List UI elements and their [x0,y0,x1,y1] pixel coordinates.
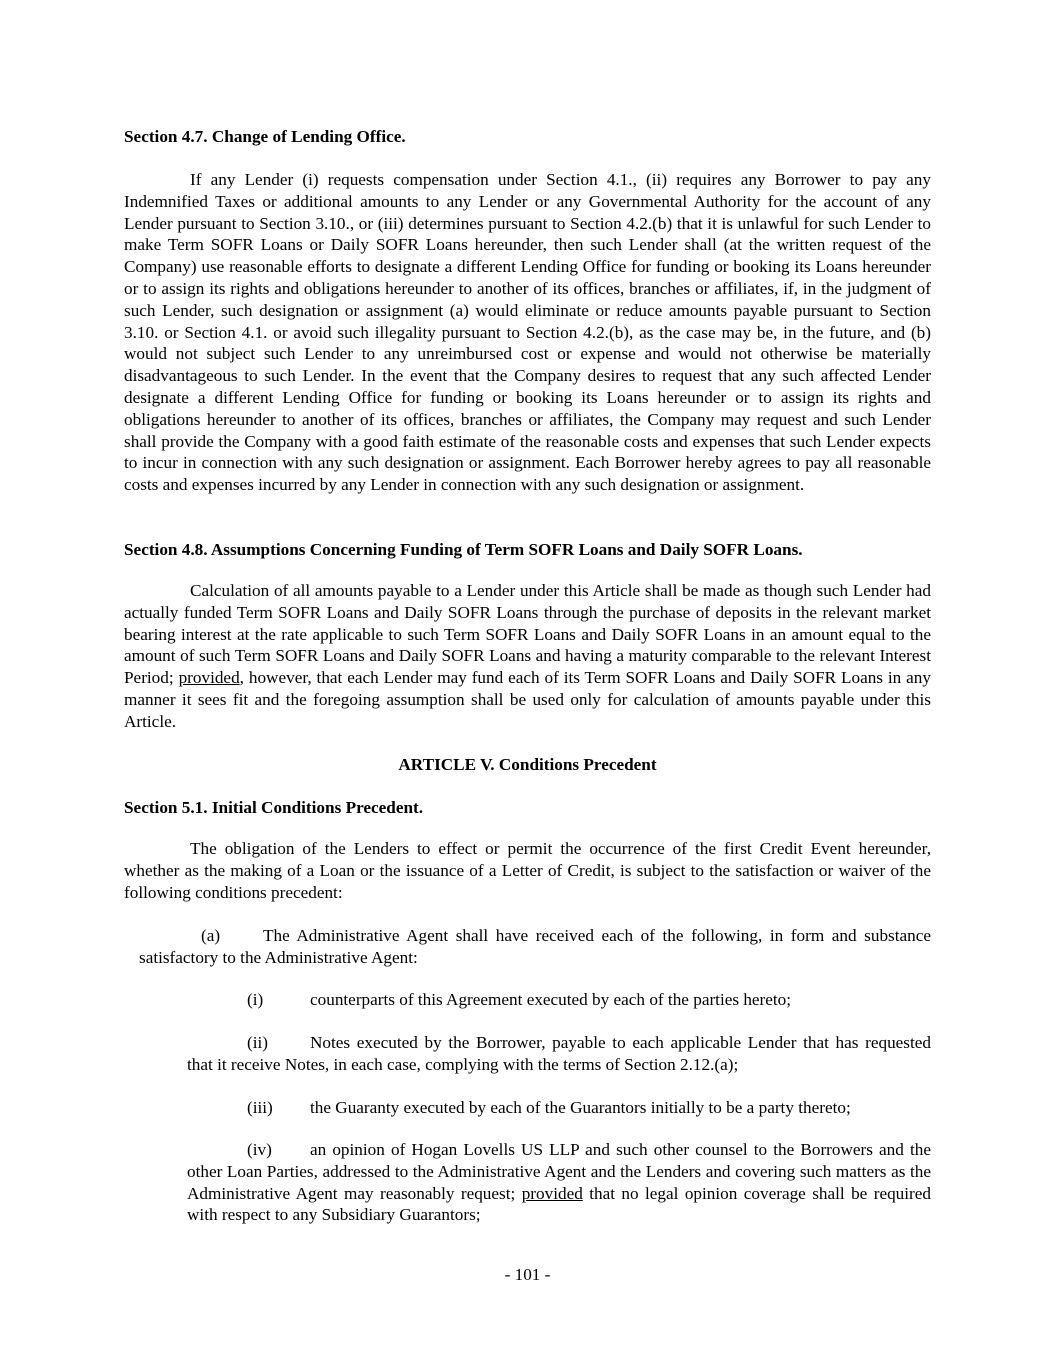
section-4-8-heading: Section 4.8. Assumptions Concerning Funding of Term SOFR Loans and Daily SOFR Loans. [124,540,803,559]
clause-iv-label: (iv) [247,1140,272,1159]
clause-i-label: (i) [247,990,264,1009]
clause-iii-text: the Guaranty executed by each of the Guarantors initially to be a party thereto; [310,1098,851,1117]
section-5-1-heading: Section 5.1. Initial Conditions Precedent. [124,798,424,817]
section-4-8-paragraph [124,580,931,733]
section-4-8-text-after: , however, that each Lender may fund each of its Term SOFR Loans and Daily SOFR Loans in any manner it sees fit and the foregoing assumption shall be used only for calculation of amounts payable under this Article. [124,668,931,731]
clause-i-text: counterparts of this Agreement executed by each of the parties hereto; [310,990,792,1009]
clause-iv-text-after: that no legal opinion coverage shall be required with respect to any Subsidiary Guarantors; [187,1183,931,1225]
provided-term: provided [521,1183,583,1203]
article-5-title: ARTICLE V. Conditions Precedent [398,755,657,774]
clause-i [187,989,931,1011]
page-number: - 101 - [504,1265,551,1284]
clause-a [139,925,931,969]
clause-iii-label: (iii) [247,1098,273,1117]
clause-ii [187,1032,931,1076]
provided-term: provided [178,668,240,688]
clause-iii [187,1097,931,1119]
clause-ii-text: Notes executed by the Borrower, payable to each applicable Lender that has requested that it receive Notes, in each case, complying with the terms of Section 2.12.(a); [187,1033,931,1074]
clause-iv [187,1139,931,1226]
clause-ii-label: (ii) [247,1033,268,1052]
section-4-8-text-before: Calculation of all amounts payable to a Lender under this Article shall be made as though such Lender had actually funded Term SOFR Loans and Daily SOFR Loans through the purchase of deposits in the relevant market bearing interest at the rate applicable to such Term SOFR Loans and Daily SOFR Loans in an amount equal to the amount of such Term SOFR Loans and Daily SOFR Loans and having a maturity comparable to the relevant Interest Period; [124,581,931,688]
section-4-7-heading: Section 4.7. Change of Lending Office. [124,127,406,146]
section-4-7-paragraph: If any Lender (i) requests compensation under Section 4.1., (ii) requires any Borrower to pay any Indemnified Taxes or additional amounts to any Lender or any Governmental Authority for the account of any Lender pursuant to Section 3.10., or (iii) determines pursuant to Section 4.2.(b) that it is unlawful for such Lender to make Term SOFR Loans or Daily SOFR Loans hereunder, then such Lender shall (at the written request of the Company) use reasonable efforts to designate a different Lending Office for funding or booking its Loans hereunder or to assign its rights and obligations hereunder to another of its offices, branches or affiliates, if, in the judgment of such Lender, such designation or assignment (a) would eliminate or reduce amounts payable pursuant to Section 3.10. or Section 4.1. or avoid such illegality pursuant to Section 4.2.(b), as the case may be, in the future, and (b) would not subject such Lender to any unreimbursed cost or expense and would not otherwise be materially disadvantageous to such Lender. In the event that the Company desires to request that any such affected Lender designate a different Lending Office for funding or booking its Loans hereunder or to assign its rights and obligations hereunder to another of its offices, branches or affiliates, the Company may request and such Lender shall provide the Company with a good faith estimate of the reasonable costs and expenses that such Lender expects to incur in connection with any such designation or assignment. Each Borrower hereby agrees to pay all reasonable costs and expenses incurred by any Lender in connection with any such designation or assignment. [124,170,931,495]
clause-a-label: (a) [201,926,221,945]
clause-a-text: The Administrative Agent shall have received each of the following, in form and substance satisfactory to the Administrative Agent: [139,926,931,967]
section-5-1-paragraph: The obligation of the Lenders to effect or permit the occurrence of the first Credit Event hereunder, whether as the making of a Loan or the issuance of a Letter of Credit, is subject to the satisfaction or waiver of the following conditions precedent: [124,839,931,902]
clause-iv-text-before: an opinion of Hogan Lovells US LLP and such other counsel to the Borrowers and the other Loan Parties, addressed to the Administrative Agent and the Lenders and covering such matters as the Administrative Agent may reasonably request; [187,1140,931,1203]
